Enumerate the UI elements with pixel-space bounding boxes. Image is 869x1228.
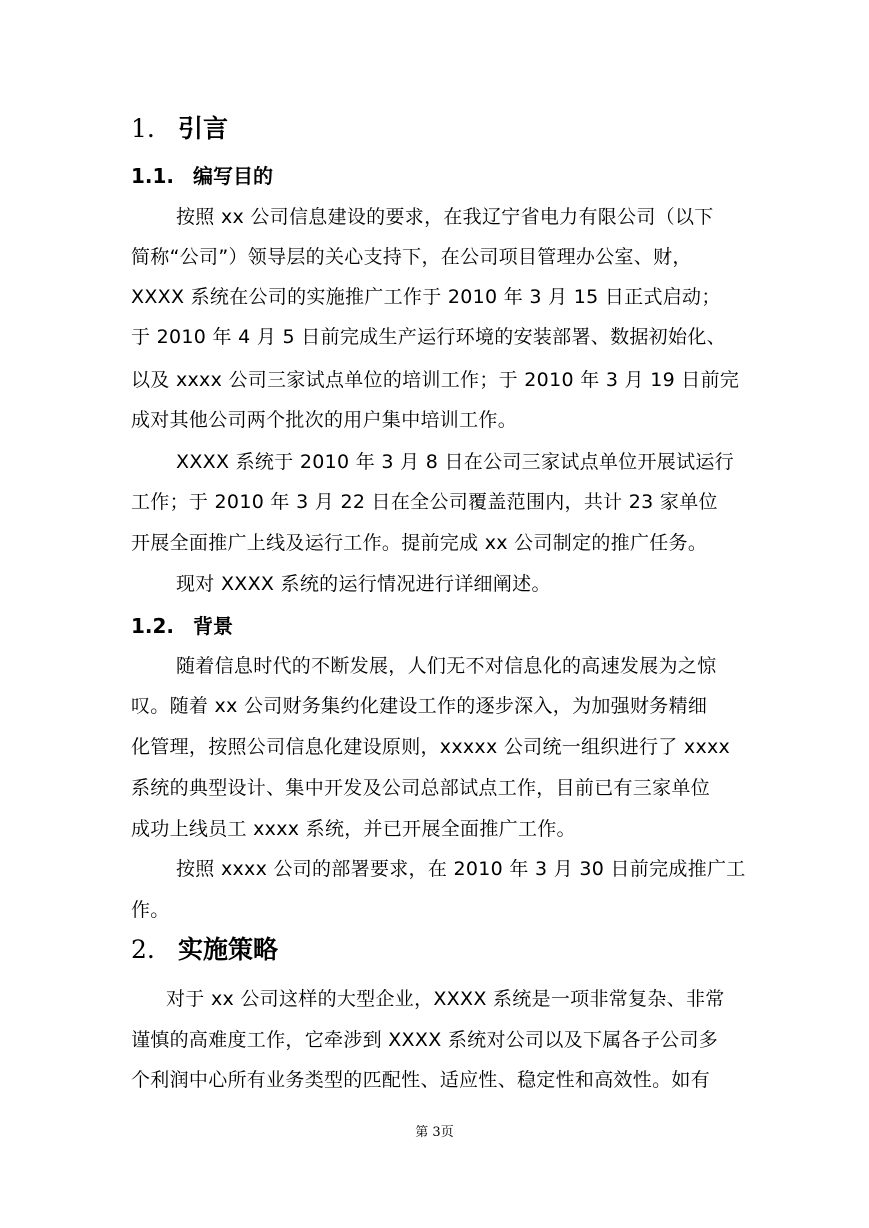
paragraph-line: 按照 xx 公司信息建设的要求，在我辽宁省电力有限公司（以下 — [176, 206, 714, 228]
heading-section-2 — [131, 933, 278, 967]
paragraph-line: 化管理，按照公司信息化建设原则，xxxxx 公司统一组织进行了 xxxx — [131, 736, 731, 758]
heading-number: 2. — [131, 935, 155, 964]
heading-number: 1.2. — [131, 614, 175, 638]
paragraph-line: 随着信息时代的不断发展，人们无不对信息化的高速发展为之惊 — [176, 655, 717, 677]
paragraph-line: 系统的典型设计、集中开发及公司总部试点工作，目前已有三家单位 — [131, 777, 711, 799]
paragraph-line: 开展全面推广上线及运行工作。提前完成 xx 公司制定的推广任务。 — [131, 532, 708, 554]
paragraph-line: 叹。随着 xx 公司财务集约化建设工作的逐步深入，为加强财务精细 — [131, 695, 708, 717]
page-number: 第 3页 — [415, 1125, 454, 1140]
paragraph-line: 现对 XXXX 系统的运行情况进行详细阐述。 — [176, 573, 551, 595]
heading-title: 实施策略 — [178, 935, 279, 964]
heading-title: 背景 — [193, 614, 233, 638]
heading-number: 1. — [131, 114, 155, 143]
paragraph-line: 作。 — [131, 899, 170, 921]
paragraph-line: XXXX 系统在公司的实施推广工作于 2010 年 3 月 15 日正式启动； — [131, 286, 721, 308]
paragraph-line: 谨慎的高难度工作，它牵涉到 XXXX 系统对公司以及下属各子公司多 — [131, 1029, 719, 1051]
paragraph-line: 按照 xxxx 公司的部署要求，在 2010 年 3 月 30 日前完成推广工 — [176, 858, 746, 880]
paragraph-line: 简称“公司”）领导层的关心支持下，在公司项目管理办公室、财， — [131, 246, 692, 268]
heading-number: 1.1. — [131, 164, 175, 188]
paragraph-line: 个利润中心所有业务类型的匹配性、适应性、稳定性和高效性。如有 — [131, 1069, 711, 1091]
paragraph-line: 对于 xx 公司这样的大型企业，XXXX 系统是一项非常复杂、非常 — [166, 988, 725, 1010]
heading-section-1 — [131, 112, 228, 146]
heading-section-1-1 — [131, 161, 273, 191]
paragraph-line: XXXX 系统于 2010 年 3 月 8 日在公司三家试点单位开展试运行 — [176, 451, 734, 473]
heading-title: 编写目的 — [193, 164, 273, 188]
paragraph-line: 成对其他公司两个批次的用户集中培训工作。 — [131, 409, 518, 431]
paragraph-line: 成功上线员工 xxxx 系统，并已开展全面推广工作。 — [131, 818, 576, 840]
heading-title: 引言 — [178, 114, 229, 143]
paragraph-line: 工作；于 2010 年 3 月 22 日在全公司覆盖范围内，共计 23 家单位 — [131, 491, 718, 513]
paragraph-line: 于 2010 年 4 月 5 日前完成生产运行环境的安装部署、数据初始化、 — [131, 326, 726, 348]
paragraph-line: 以及 xxxx 公司三家试点单位的培训工作；于 2010 年 3 月 19 日前完 — [131, 369, 740, 391]
heading-section-1-2 — [131, 611, 233, 641]
